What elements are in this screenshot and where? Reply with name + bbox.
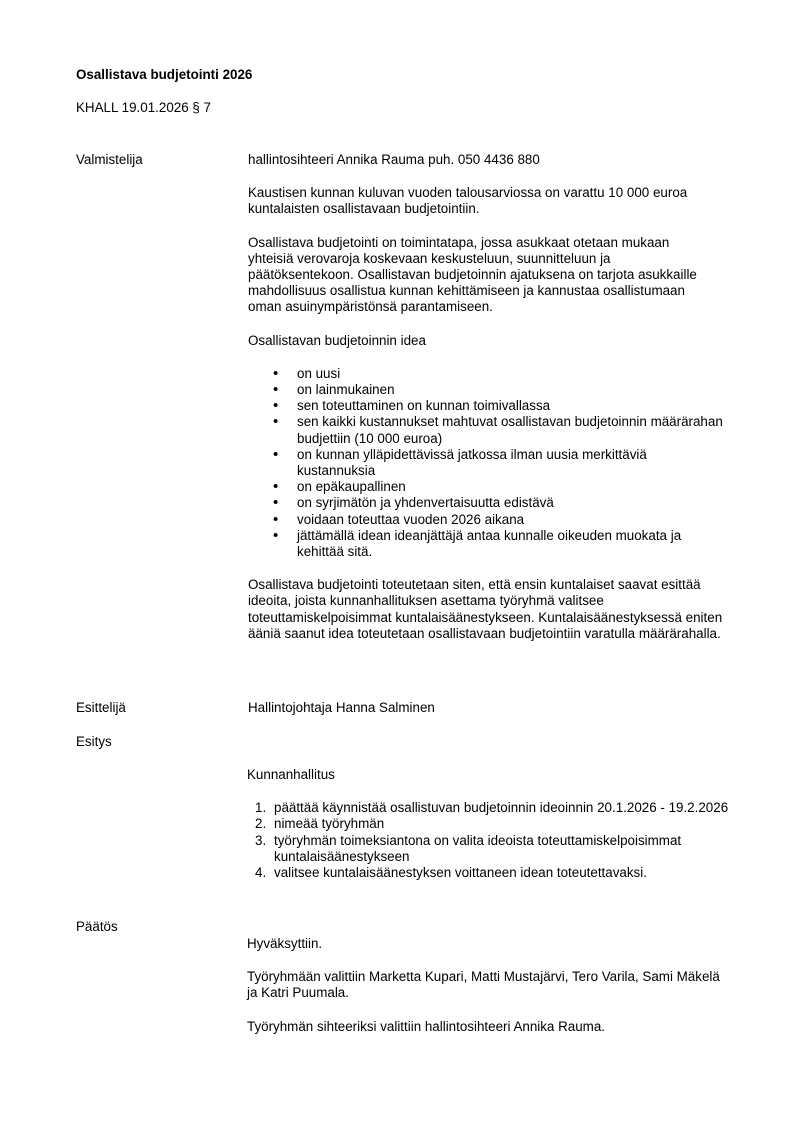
working-group-text: Työryhmään valittiin Marketta Kupari, Matti Mustajärvi, Tero Varila, Sami Mäkelä ja Katri Puumala. bbox=[247, 969, 720, 1001]
valmistelija-section bbox=[248, 152, 748, 642]
item-number: 3. bbox=[255, 832, 267, 848]
item-number: 1. bbox=[255, 800, 267, 816]
item-number: 2. bbox=[255, 816, 267, 832]
paatos-section bbox=[247, 936, 747, 1035]
list-item bbox=[247, 816, 734, 832]
item-number: 4. bbox=[255, 865, 267, 881]
esittelija-value: Hallintojohtaja Hanna Salminen bbox=[248, 700, 435, 715]
list-item bbox=[247, 833, 734, 865]
list-item bbox=[247, 800, 734, 816]
list-item: • voidaan toteuttaa vuoden 2026 aikana bbox=[248, 512, 727, 528]
esitys-section bbox=[247, 767, 747, 881]
idea-criteria-list bbox=[248, 366, 748, 560]
esittelija-label: Esittelijä bbox=[76, 700, 126, 715]
esitys-label: Esitys bbox=[76, 734, 112, 749]
item-text: nimeää työryhmän bbox=[274, 816, 385, 832]
decision-text: Hyväksyttiin. bbox=[247, 936, 323, 951]
proposal-body-label: Kunnanhallitus bbox=[247, 767, 335, 782]
list-item: • sen kaikki kustannukset mahtuvat osallistavan budjetoinnin määrärahan budjettiin (10 000 euroa) bbox=[248, 414, 727, 446]
list-item: • sen toteuttaminen on kunnan toimivallassa bbox=[248, 398, 727, 414]
item-text: valitsee kuntalaisäänestyksen voittaneen idean toteutettavaksi. bbox=[274, 865, 647, 881]
list-item: • on lainmukainen bbox=[248, 382, 727, 398]
list-item bbox=[247, 865, 734, 881]
list-item: • on uusi bbox=[248, 366, 727, 382]
proposal-list bbox=[247, 800, 747, 881]
list-item: • jättämällä idean ideanjättäjä antaa kunnalle oikeuden muokata ja kehittää sitä. bbox=[248, 528, 727, 560]
list-item: • on epäkaupallinen bbox=[248, 479, 727, 495]
meeting-reference: KHALL 19.01.2026 § 7 bbox=[76, 100, 212, 115]
document-title: Osallistava budjetointi 2026 bbox=[76, 67, 253, 82]
preparer-info: hallintosihteeri Annika Rauma puh. 050 4436 880 bbox=[248, 152, 540, 167]
item-text: työryhmän toimeksiantona on valita ideoista toteuttamiskelpoisimmat kuntalaisäänestykseen bbox=[274, 832, 682, 864]
paatos-label: Päätös bbox=[76, 919, 118, 934]
item-text: päättää käynnistää osallistuvan budjetoinnin ideoinnin 20.1.2026 - 19.2.2026 bbox=[274, 800, 729, 816]
list-item: • on syrjimätön ja yhdenvertaisuutta edistävä bbox=[248, 495, 727, 511]
idea-heading: Osallistavan budjetoinnin idea bbox=[248, 332, 426, 348]
list-item: • on kunnan ylläpidettävissä jatkossa ilman uusia merkittäviä kustannuksia bbox=[248, 447, 727, 479]
paragraph-process: Osallistava budjetointi toteutetaan siten, että ensin kuntalaiset saavat esittää ideoita, joista kunnanhallituksen asettama työryhmä valitsee toteuttamiskelpoisimmat kuntalaisäänestykseen. Kuntalaisäänestyksessä eniten ääniä saanut idea toteutetaan osallistavaan budjetointiin varatulla määrärahalla. bbox=[248, 577, 723, 641]
valmistelija-label: Valmistelija bbox=[76, 152, 143, 167]
secretary-text: Työryhmän sihteeriksi valittiin hallintosihteeri Annika Rauma. bbox=[247, 1018, 605, 1034]
paragraph-budget: Kaustisen kunnan kuluvan vuoden talousarviossa on varattu 10 000 euroa kuntalaisten osallistavaan budjetointiin. bbox=[248, 185, 688, 217]
paragraph-definition: Osallistava budjetointi on toimintatapa, jossa asukkaat otetaan mukaan yhteisiä verovaroja koskevaan keskusteluun, suunnitteluun ja päätöksentekoon. Osallistavan budjetoinnin ajatuksena on tarjota asukkaille mahdollisuus osallistua kunnan kehittämiseen ja kannustaa osallistumaan oman asuinympäristönsä parantamiseen. bbox=[248, 234, 697, 315]
